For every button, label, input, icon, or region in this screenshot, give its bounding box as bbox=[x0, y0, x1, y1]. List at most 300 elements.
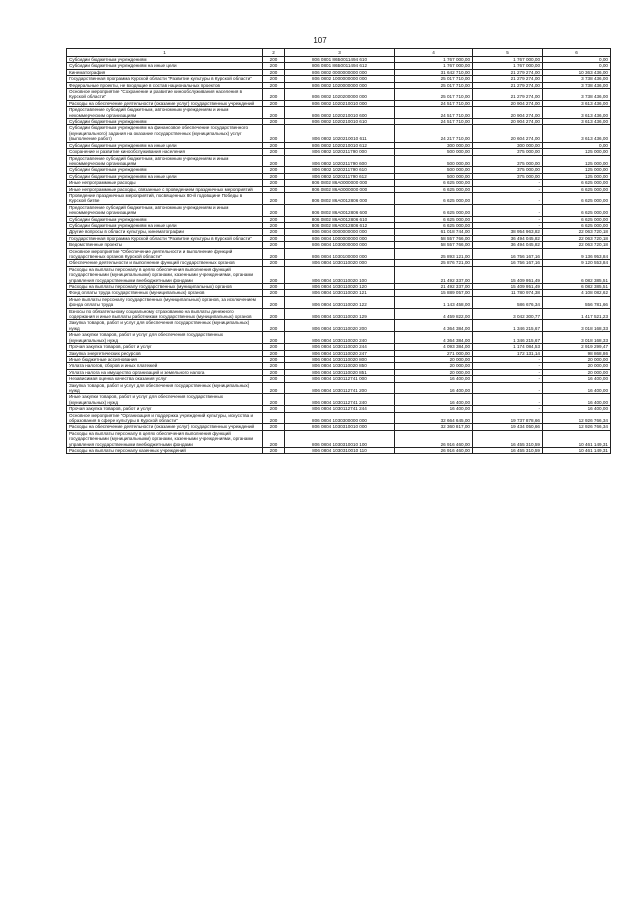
unexecuted-amount-cell: 10 461 149,31 bbox=[543, 430, 611, 447]
table-row bbox=[67, 320, 611, 332]
executed-amount-cell: 15 409 951,49 bbox=[473, 284, 543, 290]
unexecuted-amount-cell: 3 738 436,00 bbox=[543, 76, 611, 82]
table-row bbox=[67, 173, 611, 179]
classification-code-cell: 806 0804 1030110020 851 bbox=[285, 369, 395, 375]
unexecuted-amount-cell: 3 613 436,00 bbox=[543, 125, 611, 142]
approved-amount-cell: 24 517 710,00 bbox=[395, 107, 473, 119]
unexecuted-amount-cell: 3 613 436,00 bbox=[543, 107, 611, 119]
row-name-cell: Иные выплаты персоналу государственных (муниципальных) органов, за исключением фонда оплаты труда bbox=[67, 296, 263, 308]
admin-code-cell: 200 bbox=[263, 167, 285, 173]
table-row bbox=[67, 332, 611, 344]
executed-amount-cell: - bbox=[473, 394, 543, 406]
classification-code-cell: 806 0802 1020211790 610 bbox=[285, 167, 395, 173]
row-name-cell: Иные непрограммные расходы bbox=[67, 180, 263, 186]
row-name-cell: Иные бюджетные ассигнования bbox=[67, 356, 263, 362]
admin-code-cell: 200 bbox=[263, 82, 285, 88]
classification-code-cell: 806 0804 1030110020 122 bbox=[285, 296, 395, 308]
row-name-cell: Проведение праздничных мероприятий, посвященных 80-й годовщине Победы в Курской битве bbox=[67, 192, 263, 204]
approved-amount-cell: 500 000,00 bbox=[395, 155, 473, 167]
row-name-cell: Прочая закупка товаров, работ и услуг bbox=[67, 344, 263, 350]
table-row bbox=[67, 149, 611, 155]
table-row bbox=[67, 107, 611, 119]
executed-amount-cell: - bbox=[473, 369, 543, 375]
executed-amount-cell: 11 780 974,38 bbox=[473, 290, 543, 296]
admin-code-cell: 200 bbox=[263, 142, 285, 148]
classification-code-cell: 806 0804 1030110020 200 bbox=[285, 320, 395, 332]
row-name-cell: Расходы на выплаты персоналу в целях обеспечения выполнения функций государственными (муниципальными) органами, казенными учреждениями, органами управления государственными внебюджетными фондами bbox=[67, 266, 263, 283]
executed-amount-cell: - bbox=[473, 180, 543, 186]
unexecuted-amount-cell: 0,00 bbox=[543, 57, 611, 63]
row-name-cell: Кинематография bbox=[67, 69, 263, 75]
admin-code-cell: 200 bbox=[263, 448, 285, 454]
unexecuted-amount-cell: 125 000,00 bbox=[543, 173, 611, 179]
admin-code-cell: 200 bbox=[263, 284, 285, 290]
executed-amount-cell: 19 737 878,66 bbox=[473, 412, 543, 424]
approved-amount-cell: 15 889 057,00 bbox=[395, 290, 473, 296]
classification-code-cell: 806 0804 1030112741 240 bbox=[285, 394, 395, 406]
executed-amount-cell: 1 767 000,00 bbox=[473, 63, 543, 69]
executed-amount-cell: 1 174 084,53 bbox=[473, 344, 543, 350]
unexecuted-amount-cell: 12 926 766,34 bbox=[543, 424, 611, 430]
row-name-cell: Субсидии бюджетным учреждениям на финансовое обеспечение государственного (муниципального) задания на оказание государственных (муниципальных) услуг (выполнение работ) bbox=[67, 125, 263, 142]
approved-amount-cell: 1 767 000,00 bbox=[395, 57, 473, 63]
admin-code-cell: 200 bbox=[263, 57, 285, 63]
executed-amount-cell: - bbox=[473, 192, 543, 204]
row-name-cell: Расходы на обеспечение деятельности (оказание услуг) государственных учреждений bbox=[67, 100, 263, 106]
admin-code-cell: 200 bbox=[263, 186, 285, 192]
classification-code-cell: 806 0804 1030110020 240 bbox=[285, 332, 395, 344]
classification-code-cell: 806 0804 1030112741 200 bbox=[285, 382, 395, 394]
unexecuted-amount-cell: 22 063 720,18 bbox=[543, 229, 611, 235]
column-header: 6 bbox=[543, 49, 611, 57]
column-header: 1 bbox=[67, 49, 263, 57]
unexecuted-amount-cell: 0,00 bbox=[543, 63, 611, 69]
admin-code-cell: 200 bbox=[263, 180, 285, 186]
executed-amount-cell: 20 604 274,00 bbox=[473, 125, 543, 142]
admin-code-cell: 200 bbox=[263, 266, 285, 283]
table-row bbox=[67, 76, 611, 82]
approved-amount-cell: 1 143 458,00 bbox=[395, 296, 473, 308]
executed-amount-cell: - bbox=[473, 376, 543, 382]
column-header: 5 bbox=[473, 49, 543, 57]
approved-amount-cell: 21 492 337,00 bbox=[395, 266, 473, 283]
row-name-cell: Закупка энергетических ресурсов bbox=[67, 350, 263, 356]
admin-code-cell: 200 bbox=[263, 394, 285, 406]
classification-code-cell: 806 0804 1030110020 247 bbox=[285, 350, 395, 356]
unexecuted-amount-cell: 3 738 436,00 bbox=[543, 82, 611, 88]
row-name-cell: Расходы на выплаты персоналу казенных учреждений bbox=[67, 448, 263, 454]
classification-code-cell: 806 0802 1020211790 000 bbox=[285, 149, 395, 155]
executed-amount-cell: - bbox=[473, 222, 543, 228]
classification-code-cell: 806 0802 1020200000 000 bbox=[285, 89, 395, 101]
row-name-cell: Субсидии бюджетным учреждениям bbox=[67, 57, 263, 63]
executed-amount-cell: 15 409 951,49 bbox=[473, 266, 543, 283]
admin-code-cell: 200 bbox=[263, 119, 285, 125]
approved-amount-cell: 24 517 710,00 bbox=[395, 100, 473, 106]
admin-code-cell: 200 bbox=[263, 155, 285, 167]
table-row bbox=[67, 89, 611, 101]
admin-code-cell: 200 bbox=[263, 204, 285, 216]
classification-code-cell: 806 0804 1030110020 850 bbox=[285, 363, 395, 369]
row-name-cell: Иные закупки товаров, работ и услуг для обеспечения государственных (муниципальных) нужд bbox=[67, 394, 263, 406]
approved-amount-cell: 16 400,00 bbox=[395, 406, 473, 412]
admin-code-cell: 200 bbox=[263, 412, 285, 424]
classification-code-cell: 806 0804 1000000000 000 bbox=[285, 235, 395, 241]
admin-code-cell: 200 bbox=[263, 69, 285, 75]
classification-code-cell: 806 0804 1030110020 100 bbox=[285, 266, 395, 283]
approved-amount-cell: 1 767 000,00 bbox=[395, 63, 473, 69]
executed-amount-cell: 375 000,00 bbox=[473, 167, 543, 173]
approved-amount-cell: 61 018 744,00 bbox=[395, 229, 473, 235]
table-row bbox=[67, 382, 611, 394]
row-name-cell: Субсидии бюджетным учреждениям bbox=[67, 167, 263, 173]
approved-amount-cell: 16 400,00 bbox=[395, 394, 473, 406]
executed-amount-cell: - bbox=[473, 204, 543, 216]
admin-code-cell: 200 bbox=[263, 369, 285, 375]
row-name-cell: Расходы на обеспечение деятельности (оказание услуг) государственных учреждений bbox=[67, 424, 263, 430]
row-name-cell: Закупка товаров, работ и услуг для обеспечения государственных (муниципальных) нужд bbox=[67, 382, 263, 394]
classification-code-cell: 806 0804 1030310010 100 bbox=[285, 430, 395, 447]
approved-amount-cell: 26 916 460,00 bbox=[395, 448, 473, 454]
classification-code-cell: 806 0801 86Б0011494 610 bbox=[285, 57, 395, 63]
classification-code-cell: 806 0802 1020210010 610 bbox=[285, 119, 395, 125]
unexecuted-amount-cell: 6 625 000,00 bbox=[543, 186, 611, 192]
unexecuted-amount-cell: 10 461 149,31 bbox=[543, 448, 611, 454]
table-row bbox=[67, 82, 611, 88]
executed-amount-cell: 16 455 310,59 bbox=[473, 430, 543, 447]
unexecuted-amount-cell: 125 000,00 bbox=[543, 155, 611, 167]
admin-code-cell: 200 bbox=[263, 76, 285, 82]
unexecuted-amount-cell: 3 613 436,00 bbox=[543, 100, 611, 106]
executed-amount-cell: 38 954 963,82 bbox=[473, 229, 543, 235]
executed-amount-cell: 1 767 000,00 bbox=[473, 57, 543, 63]
row-name-cell: Закупка товаров, работ и услуг для обеспечения государственных (муниципальных) нужд bbox=[67, 320, 263, 332]
classification-code-cell: 806 0802 86А0012806 610 bbox=[285, 216, 395, 222]
approved-amount-cell: 500 000,00 bbox=[395, 167, 473, 173]
admin-code-cell: 200 bbox=[263, 260, 285, 266]
approved-amount-cell: 6 625 000,00 bbox=[395, 222, 473, 228]
executed-amount-cell: 21 279 274,00 bbox=[473, 82, 543, 88]
admin-code-cell: 200 bbox=[263, 248, 285, 260]
unexecuted-amount-cell: 3 018 168,33 bbox=[543, 332, 611, 344]
classification-code-cell: 806 0802 86А0012806 000 bbox=[285, 192, 395, 204]
classification-code-cell: 806 0802 86А0012806 600 bbox=[285, 204, 395, 216]
classification-code-cell: 806 0804 1030110020 244 bbox=[285, 344, 395, 350]
approved-amount-cell: 32 360 817,00 bbox=[395, 424, 473, 430]
header-row bbox=[67, 49, 611, 57]
executed-amount-cell: 3 042 300,77 bbox=[473, 308, 543, 320]
row-name-cell: Другие вопросы в области культуры, кинематографии bbox=[67, 229, 263, 235]
approved-amount-cell: 24 217 710,00 bbox=[395, 125, 473, 142]
row-name-cell: Прочая закупка товаров, работ и услуг bbox=[67, 406, 263, 412]
row-name-cell: Основное мероприятие "Организация и поддержка учреждений культуры, искусства и образования в сфере культуры в Курской области" bbox=[67, 412, 263, 424]
row-name-cell: Расходы на выплаты персоналу в целях обеспечения выполнения функций государственными (муниципальными) органами, казенными учреждениями, органами управления государственными внебюджетными фондами bbox=[67, 430, 263, 447]
classification-code-cell: 806 0804 1030112741 000 bbox=[285, 376, 395, 382]
row-name-cell: Фонд оплаты труда государственных (муниципальных) органов bbox=[67, 290, 263, 296]
row-name-cell: Субсидии бюджетным учреждениям на иные цели bbox=[67, 173, 263, 179]
approved-amount-cell: 4 364 384,00 bbox=[395, 332, 473, 344]
row-name-cell: Взносы по обязательному социальному страхованию на выплаты денежного содержания и иные выплаты работникам государственных (муниципальных) органов bbox=[67, 308, 263, 320]
approved-amount-cell: 500 000,00 bbox=[395, 173, 473, 179]
table-row bbox=[67, 344, 611, 350]
approved-amount-cell: 4 459 822,00 bbox=[395, 308, 473, 320]
classification-code-cell: 806 0802 86А0000000 000 bbox=[285, 186, 395, 192]
row-name-cell: Субсидии бюджетным учреждениям bbox=[67, 216, 263, 222]
executed-amount-cell: 1 346 215,67 bbox=[473, 332, 543, 344]
classification-code-cell: 806 0802 1020210010 611 bbox=[285, 125, 395, 142]
row-name-cell: Субсидии бюджетным учреждениям на иные цели bbox=[67, 222, 263, 228]
row-name-cell: Государственная программа Курской области "Развитие культуры в Курской области" bbox=[67, 235, 263, 241]
approved-amount-cell: 4 093 384,00 bbox=[395, 344, 473, 350]
unexecuted-amount-cell: 9 120 553,84 bbox=[543, 260, 611, 266]
row-name-cell: Основное мероприятие "Сохранение и развитие кинообслуживания населения в Курской области" bbox=[67, 89, 263, 101]
budget-table bbox=[66, 48, 611, 454]
unexecuted-amount-cell: 98 868,86 bbox=[543, 350, 611, 356]
approved-amount-cell: 58 557 766,00 bbox=[395, 235, 473, 241]
approved-amount-cell: 20 000,00 bbox=[395, 369, 473, 375]
approved-amount-cell: 271 000,00 bbox=[395, 350, 473, 356]
approved-amount-cell: 24 517 710,00 bbox=[395, 119, 473, 125]
admin-code-cell: 200 bbox=[263, 320, 285, 332]
row-name-cell: Расходы на выплаты персоналу государственных (муниципальных) органов bbox=[67, 284, 263, 290]
classification-code-cell: 806 0802 1020000000 000 bbox=[285, 82, 395, 88]
executed-amount-cell: 20 904 274,00 bbox=[473, 107, 543, 119]
approved-amount-cell: 25 876 721,00 bbox=[395, 260, 473, 266]
approved-amount-cell: 6 625 000,00 bbox=[395, 204, 473, 216]
unexecuted-amount-cell: 12 926 766,34 bbox=[543, 412, 611, 424]
classification-code-cell: 806 0801 86Б0011494 612 bbox=[285, 63, 395, 69]
classification-code-cell: 806 0804 1030100000 000 bbox=[285, 248, 395, 260]
classification-code-cell: 806 0804 1030310010 110 bbox=[285, 448, 395, 454]
unexecuted-amount-cell: 22 063 720,18 bbox=[543, 242, 611, 248]
row-name-cell: Предоставление субсидий бюджетным, автономным учреждениям и иным некоммерческим организациям bbox=[67, 155, 263, 167]
approved-amount-cell: 4 364 384,00 bbox=[395, 320, 473, 332]
table-row bbox=[67, 204, 611, 216]
admin-code-cell: 200 bbox=[263, 406, 285, 412]
column-header: 3 bbox=[285, 49, 395, 57]
table-row bbox=[67, 125, 611, 142]
admin-code-cell: 200 bbox=[263, 424, 285, 430]
approved-amount-cell: 300 000,00 bbox=[395, 142, 473, 148]
table-row bbox=[67, 412, 611, 424]
row-name-cell: Иные непрограммные расходы, связанные с проведением праздничных мероприятий bbox=[67, 186, 263, 192]
classification-code-cell: 806 0802 86А0000000 000 bbox=[285, 180, 395, 186]
admin-code-cell: 200 bbox=[263, 350, 285, 356]
table-row bbox=[67, 424, 611, 430]
executed-amount-cell: 586 676,34 bbox=[473, 296, 543, 308]
page-number: 107 bbox=[313, 36, 327, 45]
approved-amount-cell: 20 000,00 bbox=[395, 363, 473, 369]
row-name-cell: Предоставление субсидий бюджетным, автономным учреждениям и иным некоммерческим организациям bbox=[67, 204, 263, 216]
row-name-cell: Субсидии бюджетным учреждениям на иные цели bbox=[67, 63, 263, 69]
unexecuted-amount-cell: 16 400,00 bbox=[543, 394, 611, 406]
unexecuted-amount-cell: 125 000,00 bbox=[543, 167, 611, 173]
classification-code-cell: 806 0802 1000000000 000 bbox=[285, 76, 395, 82]
approved-amount-cell: 26 916 460,00 bbox=[395, 430, 473, 447]
classification-code-cell: 806 0804 1030112741 244 bbox=[285, 406, 395, 412]
admin-code-cell: 200 bbox=[263, 356, 285, 362]
executed-amount-cell: 16 455 310,59 bbox=[473, 448, 543, 454]
table-row bbox=[67, 266, 611, 283]
executed-amount-cell: 375 000,00 bbox=[473, 155, 543, 167]
executed-amount-cell: 375 000,00 bbox=[473, 149, 543, 155]
executed-amount-cell: 21 279 274,00 bbox=[473, 89, 543, 101]
classification-code-cell: 806 0802 0000000000 000 bbox=[285, 69, 395, 75]
column-header: 2 bbox=[263, 49, 285, 57]
row-name-cell: Сохранение и развитие кинообслуживания населения bbox=[67, 149, 263, 155]
unexecuted-amount-cell: 16 400,00 bbox=[543, 382, 611, 394]
executed-amount-cell: 16 756 167,16 bbox=[473, 260, 543, 266]
executed-amount-cell: 20 904 274,00 bbox=[473, 119, 543, 125]
approved-amount-cell: 31 642 710,00 bbox=[395, 69, 473, 75]
executed-amount-cell: 172 131,14 bbox=[473, 350, 543, 356]
table-row bbox=[67, 192, 611, 204]
unexecuted-amount-cell: 125 000,00 bbox=[543, 149, 611, 155]
approved-amount-cell: 25 017 710,00 bbox=[395, 89, 473, 101]
executed-amount-cell: 16 756 167,16 bbox=[473, 248, 543, 260]
executed-amount-cell: 21 279 274,00 bbox=[473, 76, 543, 82]
executed-amount-cell: 36 494 045,82 bbox=[473, 235, 543, 241]
row-name-cell: Основное мероприятие "Обеспечение деятельности и выполнение функций государственных органов Курской области" bbox=[67, 248, 263, 260]
classification-code-cell: 806 0804 1030110020 129 bbox=[285, 308, 395, 320]
admin-code-cell: 200 bbox=[263, 296, 285, 308]
admin-code-cell: 200 bbox=[263, 382, 285, 394]
approved-amount-cell: 21 492 337,00 bbox=[395, 284, 473, 290]
executed-amount-cell: 300 000,00 bbox=[473, 142, 543, 148]
admin-code-cell: 200 bbox=[263, 107, 285, 119]
unexecuted-amount-cell: 6 625 000,00 bbox=[543, 204, 611, 216]
admin-code-cell: 200 bbox=[263, 376, 285, 382]
row-name-cell: Субсидии бюджетным учреждениям bbox=[67, 119, 263, 125]
admin-code-cell: 200 bbox=[263, 89, 285, 101]
executed-amount-cell: 20 904 274,00 bbox=[473, 100, 543, 106]
admin-code-cell: 200 bbox=[263, 332, 285, 344]
admin-code-cell: 200 bbox=[263, 363, 285, 369]
executed-amount-cell: 1 346 215,67 bbox=[473, 320, 543, 332]
unexecuted-amount-cell: 16 400,00 bbox=[543, 406, 611, 412]
row-name-cell: Уплата налога на имущество организаций и земельного налога bbox=[67, 369, 263, 375]
unexecuted-amount-cell: 0,00 bbox=[543, 142, 611, 148]
admin-code-cell: 200 bbox=[263, 242, 285, 248]
admin-code-cell: 200 bbox=[263, 222, 285, 228]
table-body bbox=[67, 57, 611, 454]
classification-code-cell: 806 0804 1030110020 000 bbox=[285, 260, 395, 266]
executed-amount-cell: - bbox=[473, 186, 543, 192]
unexecuted-amount-cell: 9 136 953,84 bbox=[543, 248, 611, 260]
unexecuted-amount-cell: 3 018 168,33 bbox=[543, 320, 611, 332]
approved-amount-cell: 500 000,00 bbox=[395, 149, 473, 155]
table-row bbox=[67, 296, 611, 308]
table-row bbox=[67, 284, 611, 290]
row-name-cell: Иные закупки товаров, работ и услуг для обеспечения государственных (муниципальных) нужд bbox=[67, 332, 263, 344]
table-row bbox=[67, 308, 611, 320]
unexecuted-amount-cell: 2 919 299,47 bbox=[543, 344, 611, 350]
table-row bbox=[67, 235, 611, 241]
approved-amount-cell: 6 625 000,00 bbox=[395, 180, 473, 186]
executed-amount-cell: 36 494 045,82 bbox=[473, 242, 543, 248]
executed-amount-cell: - bbox=[473, 356, 543, 362]
admin-code-cell: 200 bbox=[263, 229, 285, 235]
executed-amount-cell: - bbox=[473, 406, 543, 412]
admin-code-cell: 200 bbox=[263, 149, 285, 155]
unexecuted-amount-cell: 3 613 436,00 bbox=[543, 119, 611, 125]
admin-code-cell: 200 bbox=[263, 344, 285, 350]
approved-amount-cell: 6 625 000,00 bbox=[395, 186, 473, 192]
row-name-cell: Обеспечение деятельности и выполнение функций государственных органов bbox=[67, 260, 263, 266]
admin-code-cell: 200 bbox=[263, 308, 285, 320]
unexecuted-amount-cell: 6 625 000,00 bbox=[543, 222, 611, 228]
classification-code-cell: 806 0804 1030310010 000 bbox=[285, 424, 395, 430]
approved-amount-cell: 25 893 121,00 bbox=[395, 248, 473, 260]
admin-code-cell: 200 bbox=[263, 100, 285, 106]
table-row bbox=[67, 100, 611, 106]
row-name-cell: Субсидии бюджетным учреждениям на иные цели bbox=[67, 142, 263, 148]
table-row bbox=[67, 155, 611, 167]
table-row bbox=[67, 229, 611, 235]
table-row bbox=[67, 248, 611, 260]
approved-amount-cell: 58 557 766,00 bbox=[395, 242, 473, 248]
approved-amount-cell: 20 000,00 bbox=[395, 356, 473, 362]
approved-amount-cell: 6 625 000,00 bbox=[395, 192, 473, 204]
executed-amount-cell: 19 434 050,66 bbox=[473, 424, 543, 430]
row-name-cell: Федеральные проекты, не входящие в состав национальных проектов bbox=[67, 82, 263, 88]
admin-code-cell: 200 bbox=[263, 125, 285, 142]
unexecuted-amount-cell: 4 108 082,62 bbox=[543, 290, 611, 296]
executed-amount-cell: - bbox=[473, 382, 543, 394]
classification-code-cell: 806 0802 1020210010 600 bbox=[285, 107, 395, 119]
table-row bbox=[67, 142, 611, 148]
executed-amount-cell: 375 000,00 bbox=[473, 173, 543, 179]
table-row bbox=[67, 290, 611, 296]
table-row bbox=[67, 394, 611, 406]
admin-code-cell: 200 bbox=[263, 63, 285, 69]
admin-code-cell: 200 bbox=[263, 192, 285, 204]
executed-amount-cell: - bbox=[473, 216, 543, 222]
column-header: 4 bbox=[395, 49, 473, 57]
executed-amount-cell: 21 279 274,00 bbox=[473, 69, 543, 75]
unexecuted-amount-cell: 22 063 720,18 bbox=[543, 235, 611, 241]
unexecuted-amount-cell: 6 625 000,00 bbox=[543, 192, 611, 204]
unexecuted-amount-cell: 1 417 521,23 bbox=[543, 308, 611, 320]
unexecuted-amount-cell: 20 000,00 bbox=[543, 363, 611, 369]
admin-code-cell: 200 bbox=[263, 235, 285, 241]
unexecuted-amount-cell: 556 781,66 bbox=[543, 296, 611, 308]
table-row bbox=[67, 63, 611, 69]
classification-code-cell: 806 0804 1030000000 000 bbox=[285, 242, 395, 248]
classification-code-cell: 806 0802 1020211790 600 bbox=[285, 155, 395, 167]
table-row bbox=[67, 448, 611, 454]
classification-code-cell: 806 0802 1020210010 000 bbox=[285, 100, 395, 106]
classification-code-cell: 806 0804 1030110020 800 bbox=[285, 356, 395, 362]
unexecuted-amount-cell: 3 738 436,00 bbox=[543, 89, 611, 101]
approved-amount-cell: 32 664 645,00 bbox=[395, 412, 473, 424]
approved-amount-cell: 16 400,00 bbox=[395, 376, 473, 382]
row-name-cell: Государственная программа Курской области "Развитие культуры в Курской области" bbox=[67, 76, 263, 82]
admin-code-cell: 200 bbox=[263, 216, 285, 222]
row-name-cell: Независимая оценка качества оказания услуг bbox=[67, 376, 263, 382]
admin-code-cell: 200 bbox=[263, 173, 285, 179]
row-name-cell: Уплата налогов, сборов и иных платежей bbox=[67, 363, 263, 369]
classification-code-cell: 806 0802 1020210010 612 bbox=[285, 142, 395, 148]
approved-amount-cell: 6 625 000,00 bbox=[395, 216, 473, 222]
classification-code-cell: 806 0804 1030110020 120 bbox=[285, 284, 395, 290]
unexecuted-amount-cell: 6 082 385,51 bbox=[543, 266, 611, 283]
unexecuted-amount-cell: 20 000,00 bbox=[543, 369, 611, 375]
unexecuted-amount-cell: 10 363 436,00 bbox=[543, 69, 611, 75]
approved-amount-cell: 16 400,00 bbox=[395, 382, 473, 394]
admin-code-cell: 200 bbox=[263, 430, 285, 447]
classification-code-cell: 806 0804 0000000000 000 bbox=[285, 229, 395, 235]
